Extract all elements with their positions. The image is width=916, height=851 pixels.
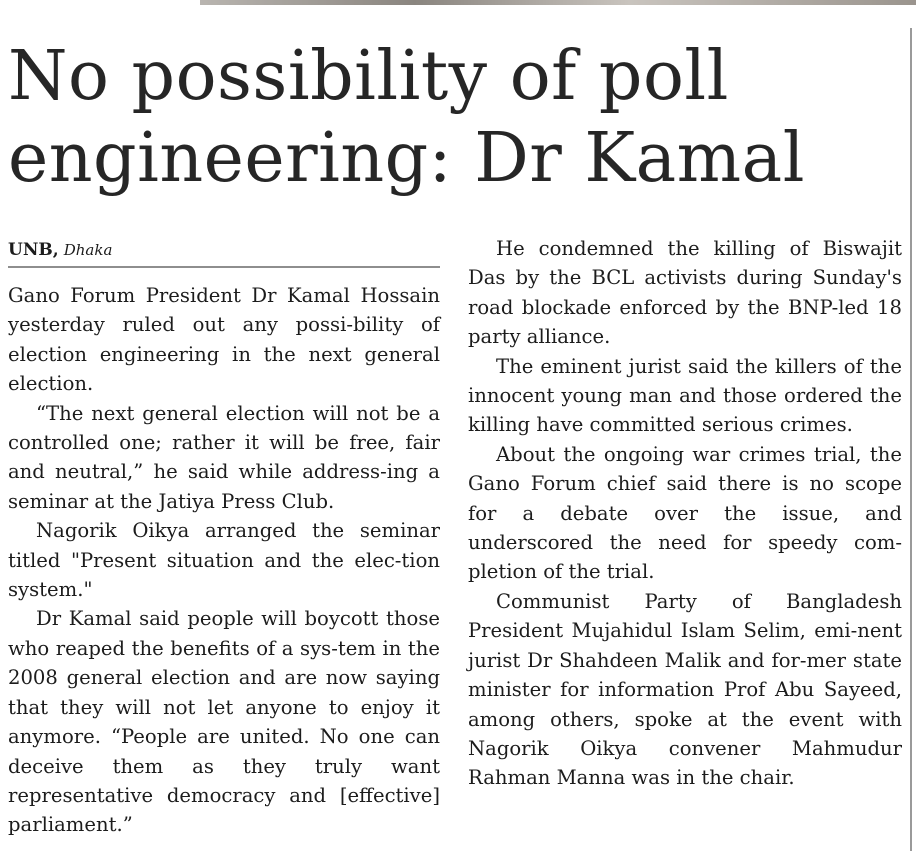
paragraph: Nagorik Oikya arranged the seminar titled "Present situation and the elec-tion system.": [8, 519, 440, 602]
byline: [8, 238, 438, 262]
paragraph: The eminent jurist said the killers of the innocent young man and those ordered the killing have committed serious crimes.: [468, 354, 902, 437]
paragraph: “The next general election will not be a controlled one; rather it will be free, fair and neutral,” he said while address-ing a seminar at the Jatiya Press Club.: [8, 401, 440, 513]
cropped-photo-edge: [200, 0, 916, 5]
column-rule: [910, 28, 912, 851]
headline-line-2: engineering: Dr Kamal: [8, 119, 805, 198]
paragraph: Dr Kamal said people will boycott those who reaped the benefits of a sys-tem in the 2008 general election and are now saying that they will not let anyone to enjoy it anymore. “People are united. No one can deceive them as they truly want representative democracy and [effective] parliament.”: [8, 607, 440, 837]
paragraph: He condemned the killing of Biswajit Das by the BCL activists during Sunday's road blockade enforced by the BNP-led 18 party alliance.: [468, 237, 902, 349]
paragraph: Communist Party of Bangladesh President Mujahidul Islam Selim, emi-nent jurist Dr Shahdeen Malik and for-mer state minister for information Prof Abu Sayeed, among others, spoke at the event with Nagorik Oikya convener Mahmudur Rahman Manna was in the chair.: [468, 589, 902, 790]
paragraph: About the ongoing war crimes trial, the Gano Forum chief said there is no scope for a debate over the issue, and underscored the need for speedy com-pletion of the trial.: [468, 442, 902, 584]
byline-divider: [8, 266, 440, 268]
article-column-right: [468, 234, 902, 793]
byline-agency: UNB,: [8, 240, 59, 260]
paragraph: Gano Forum President Dr Kamal Hossain yesterday ruled out any possi-bility of election engineering in the next general election.: [8, 284, 440, 396]
byline-city: Dhaka: [63, 241, 113, 259]
headline-line-1: No possibility of poll: [8, 37, 729, 116]
headline: [8, 36, 898, 200]
article-column-left: [8, 281, 440, 840]
